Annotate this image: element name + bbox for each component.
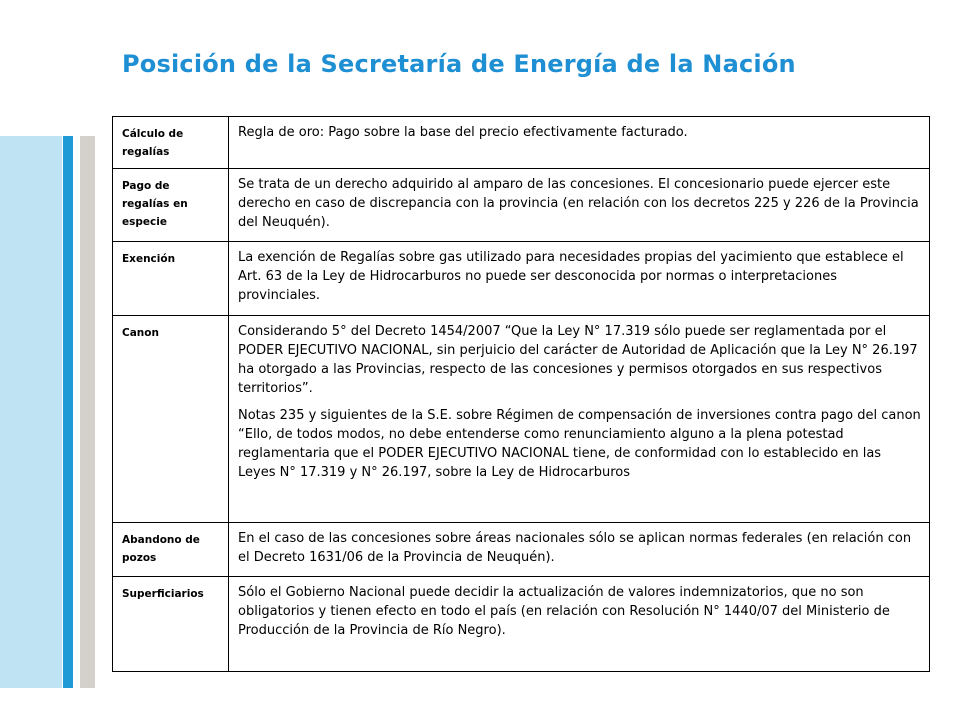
row-content (229, 169, 930, 242)
table-row (113, 316, 930, 523)
table-row (113, 117, 930, 169)
decorative-light-blue-bar (0, 136, 62, 688)
row-paragraph: La exención de Regalías sobre gas utilizado para necesidades propias del yacimiento que establece el Art. 63 de la Ley de Hidrocarburos no puede ser desconocida por normas o interpretaciones provinciales. (238, 250, 904, 303)
row-label: Pago de regalías en especie (113, 169, 229, 242)
row-paragraph: Se trata de un derecho adquirido al amparo de las concesiones. El concesionario puede ejercer este derecho en caso de discrepancia con la provincia (en relación con los decretos 225 y 226 de la Provincia del Neuquén). (238, 177, 919, 230)
row-label: Cálculo de regalías (113, 117, 229, 169)
row-content (229, 316, 930, 523)
row-paragraph: Considerando 5° del Decreto 1454/2007 “Que la Ley N° 17.319 sólo puede ser reglamentada por el PODER EJECUTIVO NACIONAL, sin perjuicio del carácter de Autoridad de Aplicación que la Ley N° 26.197 ha otorgado a las Provincias, respecto de las concesiones y permisos otorgados en sus respectivos territorios”. (238, 324, 918, 396)
row-content (229, 117, 930, 169)
row-paragraph: En el caso de las concesiones sobre áreas nacionales sólo se aplican normas federales (en relación con el Decreto 1631/06 de la Provincia de Neuquén). (238, 531, 912, 565)
slide-title: Posición de la Secretaría de Energía de la Nación (122, 50, 796, 78)
row-paragraph: Sólo el Gobierno Nacional puede decidir la actualización de valores indemnizatorios, que no son obligatorios y tienen efecto en todo el país (en relación con Resolución N° 1440/07 del Ministerio de Producción de la Provincia de Río Negro). (238, 585, 890, 638)
row-content (229, 577, 930, 672)
row-label: Canon (113, 316, 229, 523)
table-row (113, 242, 930, 316)
table-row (113, 169, 930, 242)
row-label: Abandono de pozos (113, 523, 229, 577)
row-label: Superficiarios (113, 577, 229, 672)
row-paragraph: Notas 235 y siguientes de la S.E. sobre Régimen de compensación de inversiones contra pago del canon “Ello, de todos modos, no debe entenderse como renunciamiento alguno a la plena potestad reglamentaria que el PODER EJECUTIVO NACIONAL tiene, de conformidad con lo establecido en las Leyes N° 17.319 y N° 26.197, sobre la Ley de Hidrocarburos (238, 408, 921, 480)
row-paragraph: Regla de oro: Pago sobre la base del precio efectivamente facturado. (238, 125, 688, 140)
table-row (113, 523, 930, 577)
position-table (112, 116, 930, 672)
decorative-blue-bar (63, 136, 73, 688)
row-content (229, 523, 930, 577)
row-content (229, 242, 930, 316)
decorative-gray-bar (80, 136, 95, 688)
table-row (113, 577, 930, 672)
row-label: Exención (113, 242, 229, 316)
